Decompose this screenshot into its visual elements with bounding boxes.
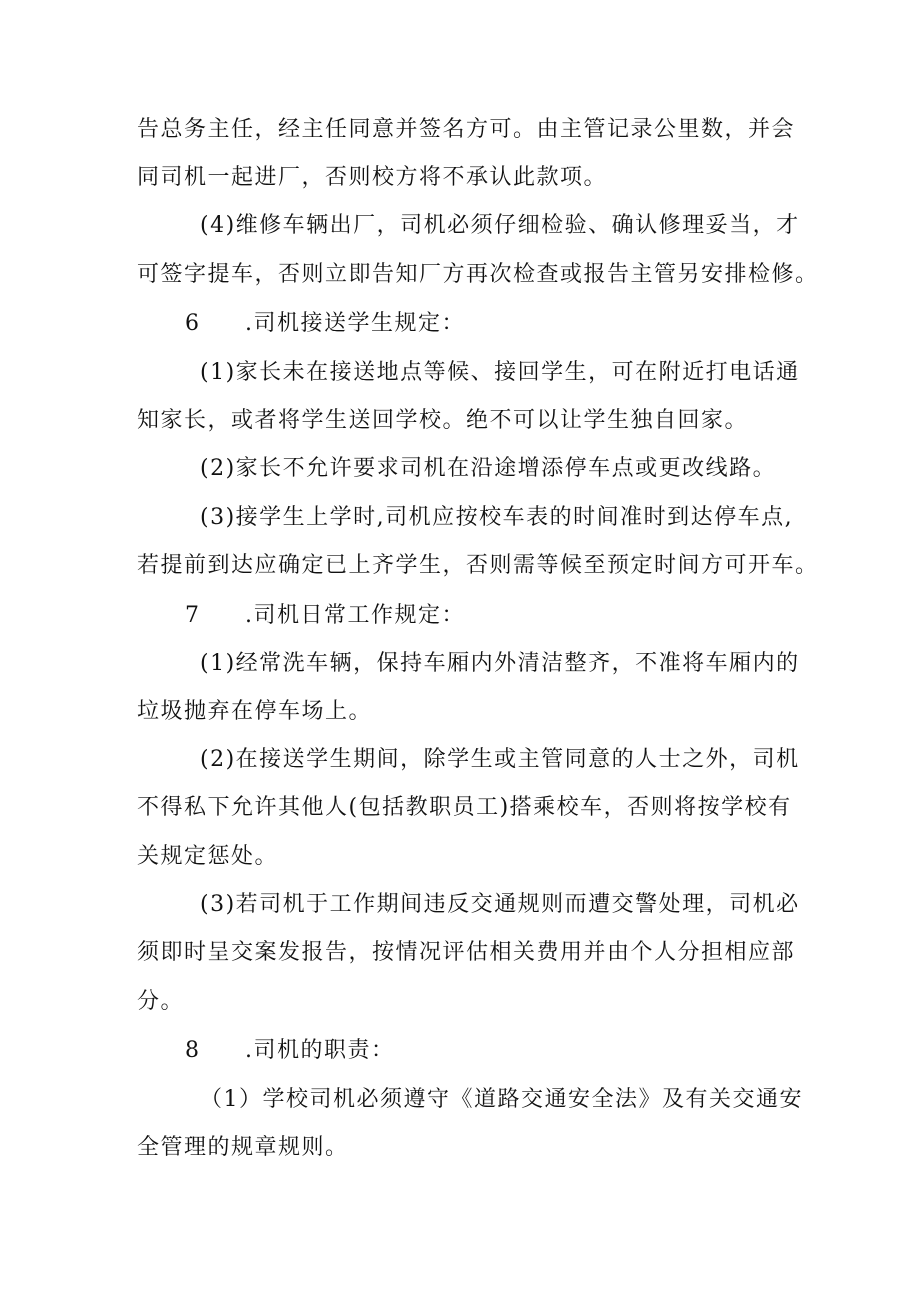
- body-text-line: 关规定惩处。: [137, 844, 279, 869]
- body-text-line: 须即时呈交案发报告，按情况评估相关费用并由个人分担相应部: [137, 940, 796, 965]
- body-text-line: 垃圾抛弃在停车场上。: [137, 699, 373, 724]
- body-text-line: (2)家长不允许要求司机在沿途增添停车点或更改线路。: [200, 456, 777, 481]
- section-heading: .司机接送学生规定：: [245, 311, 465, 336]
- section-number: 8: [185, 1038, 199, 1063]
- body-text-line: 可签字提车，否则立即告知厂方再次检查或报告主管另安排检修。: [137, 262, 819, 287]
- body-text-line: 知家长，或者将学生送回学校。绝不可以让学生独自回家。: [137, 408, 749, 433]
- body-text-line: (2)在接送学生期间，除学生或主管同意的人士之外，司机: [200, 747, 800, 772]
- body-text-line: (1)家长未在接送地点等候、接回学生，可在附近打电话通: [200, 360, 800, 385]
- body-text-line: (1)经常洗车辆，保持车厢内外清洁整齐，不准将车厢内的: [200, 651, 800, 676]
- body-text-line: 全管理的规章规则。: [137, 1135, 349, 1160]
- section-heading: .司机日常工作规定：: [245, 603, 465, 628]
- body-text-line: 告总务主任，经主任同意并签名方可。由主管记录公里数，并会: [137, 117, 796, 142]
- body-text-line: 不得私下允许其他人(包括教职员工)搭乘校车，否则将按学校有: [137, 795, 792, 820]
- body-text-line: 若提前到达应确定已上齐学生，否则需等候至预定时间方可开车。: [137, 553, 819, 578]
- body-text-line: 同司机一起进厂，否则校方将不承认此款项。: [137, 165, 608, 190]
- body-text-line: （1）学校司机必须遵守《道路交通安全法》及有关交通安: [200, 1087, 803, 1112]
- body-text-line: (3)接学生上学时,司机应按校车表的时间准时到达停车点,: [200, 505, 794, 530]
- body-text-line: (4)维修车辆出厂，司机必须仔细检验、确认修理妥当，才: [200, 213, 800, 238]
- section-heading: .司机的职责：: [245, 1038, 395, 1063]
- body-text-line: (3)若司机于工作期间违反交通规则而遭交警处理，司机必: [200, 892, 800, 917]
- section-number: 7: [185, 603, 199, 628]
- section-number: 6: [185, 311, 199, 336]
- body-text-line: 分。: [137, 989, 185, 1014]
